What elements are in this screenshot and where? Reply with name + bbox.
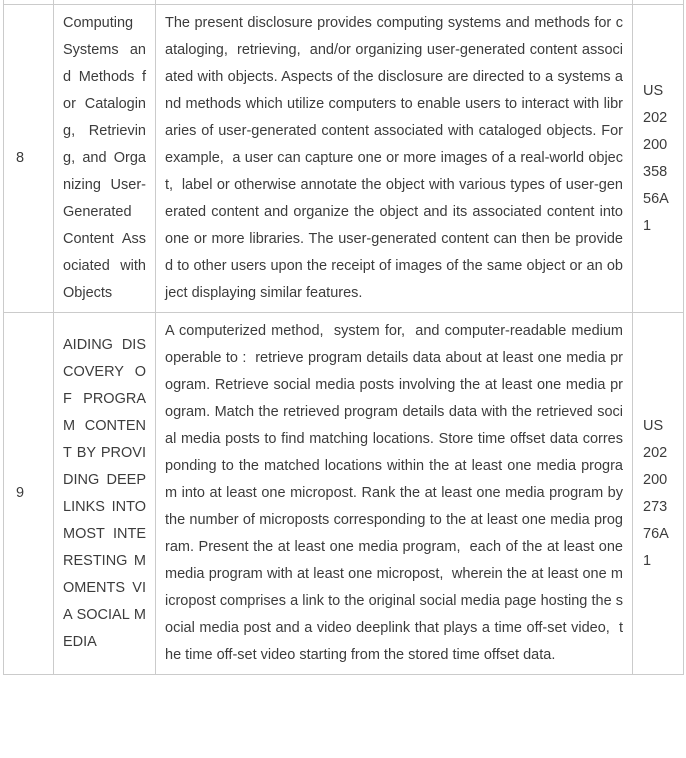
table-row-8 (4, 5, 684, 313)
patent-number-cell: US 20220035856A1 (633, 5, 684, 313)
row-number-cell: 8 (4, 5, 54, 313)
row-number-cell: 9 (4, 313, 54, 675)
table-row-9 (4, 313, 684, 675)
patent-abstract-cell: The present disclosure provides computing systems and methods for cataloging, retrieving, and/or organizing user-generated content associated with objects. Aspects of the disclosure are directed to a systems and methods which utilize computers to enable users to interact with libraries of user-generated content associated with cataloged objects. For example, a user can capture one or more images of a real-world object, label or otherwise annotate the object with various types of user-generated content and organize the object and its associated content into one or more libraries. The user-generated content can then be provided to other users upon the receipt of images of the same object or an object displaying similar features. (156, 5, 633, 313)
patent-title-cell: Computing Systems and Methods for Cataloging, Retrieving, and Organizing User-Generated Content Associated with Objects (54, 5, 156, 313)
patent-abstract-cell: A computerized method, system for, and computer-readable medium operable to : retrieve program details data about at least one media program. Retrieve social media posts involving the at least one media program. Match the retrieved program details data with the retrieved social media posts to find matching locations. Store time offset data corresponding to the matched locations within the at least one media program into at least one micropost. Rank the at least one media program by the number of microposts corresponding to the at least one media program. Present the at least one media program, each of the at least one media program with at least one micropost, wherein the at least one micropost comprises a link to the original social media page hosting the social media post and a video deeplink that plays a time off-set video, the time off-set video starting from the stored time offset data. (156, 313, 633, 675)
patent-results-table (3, 0, 684, 675)
patent-title-cell: AIDING DISCOVERY OF PROGRAM CONTENT BY PROVIDING DEEPLINKS INTO MOST INTERESTING MOMENTS VIA SOCIAL MEDIA (54, 313, 156, 675)
patent-number-cell: US 20220027376A1 (633, 313, 684, 675)
